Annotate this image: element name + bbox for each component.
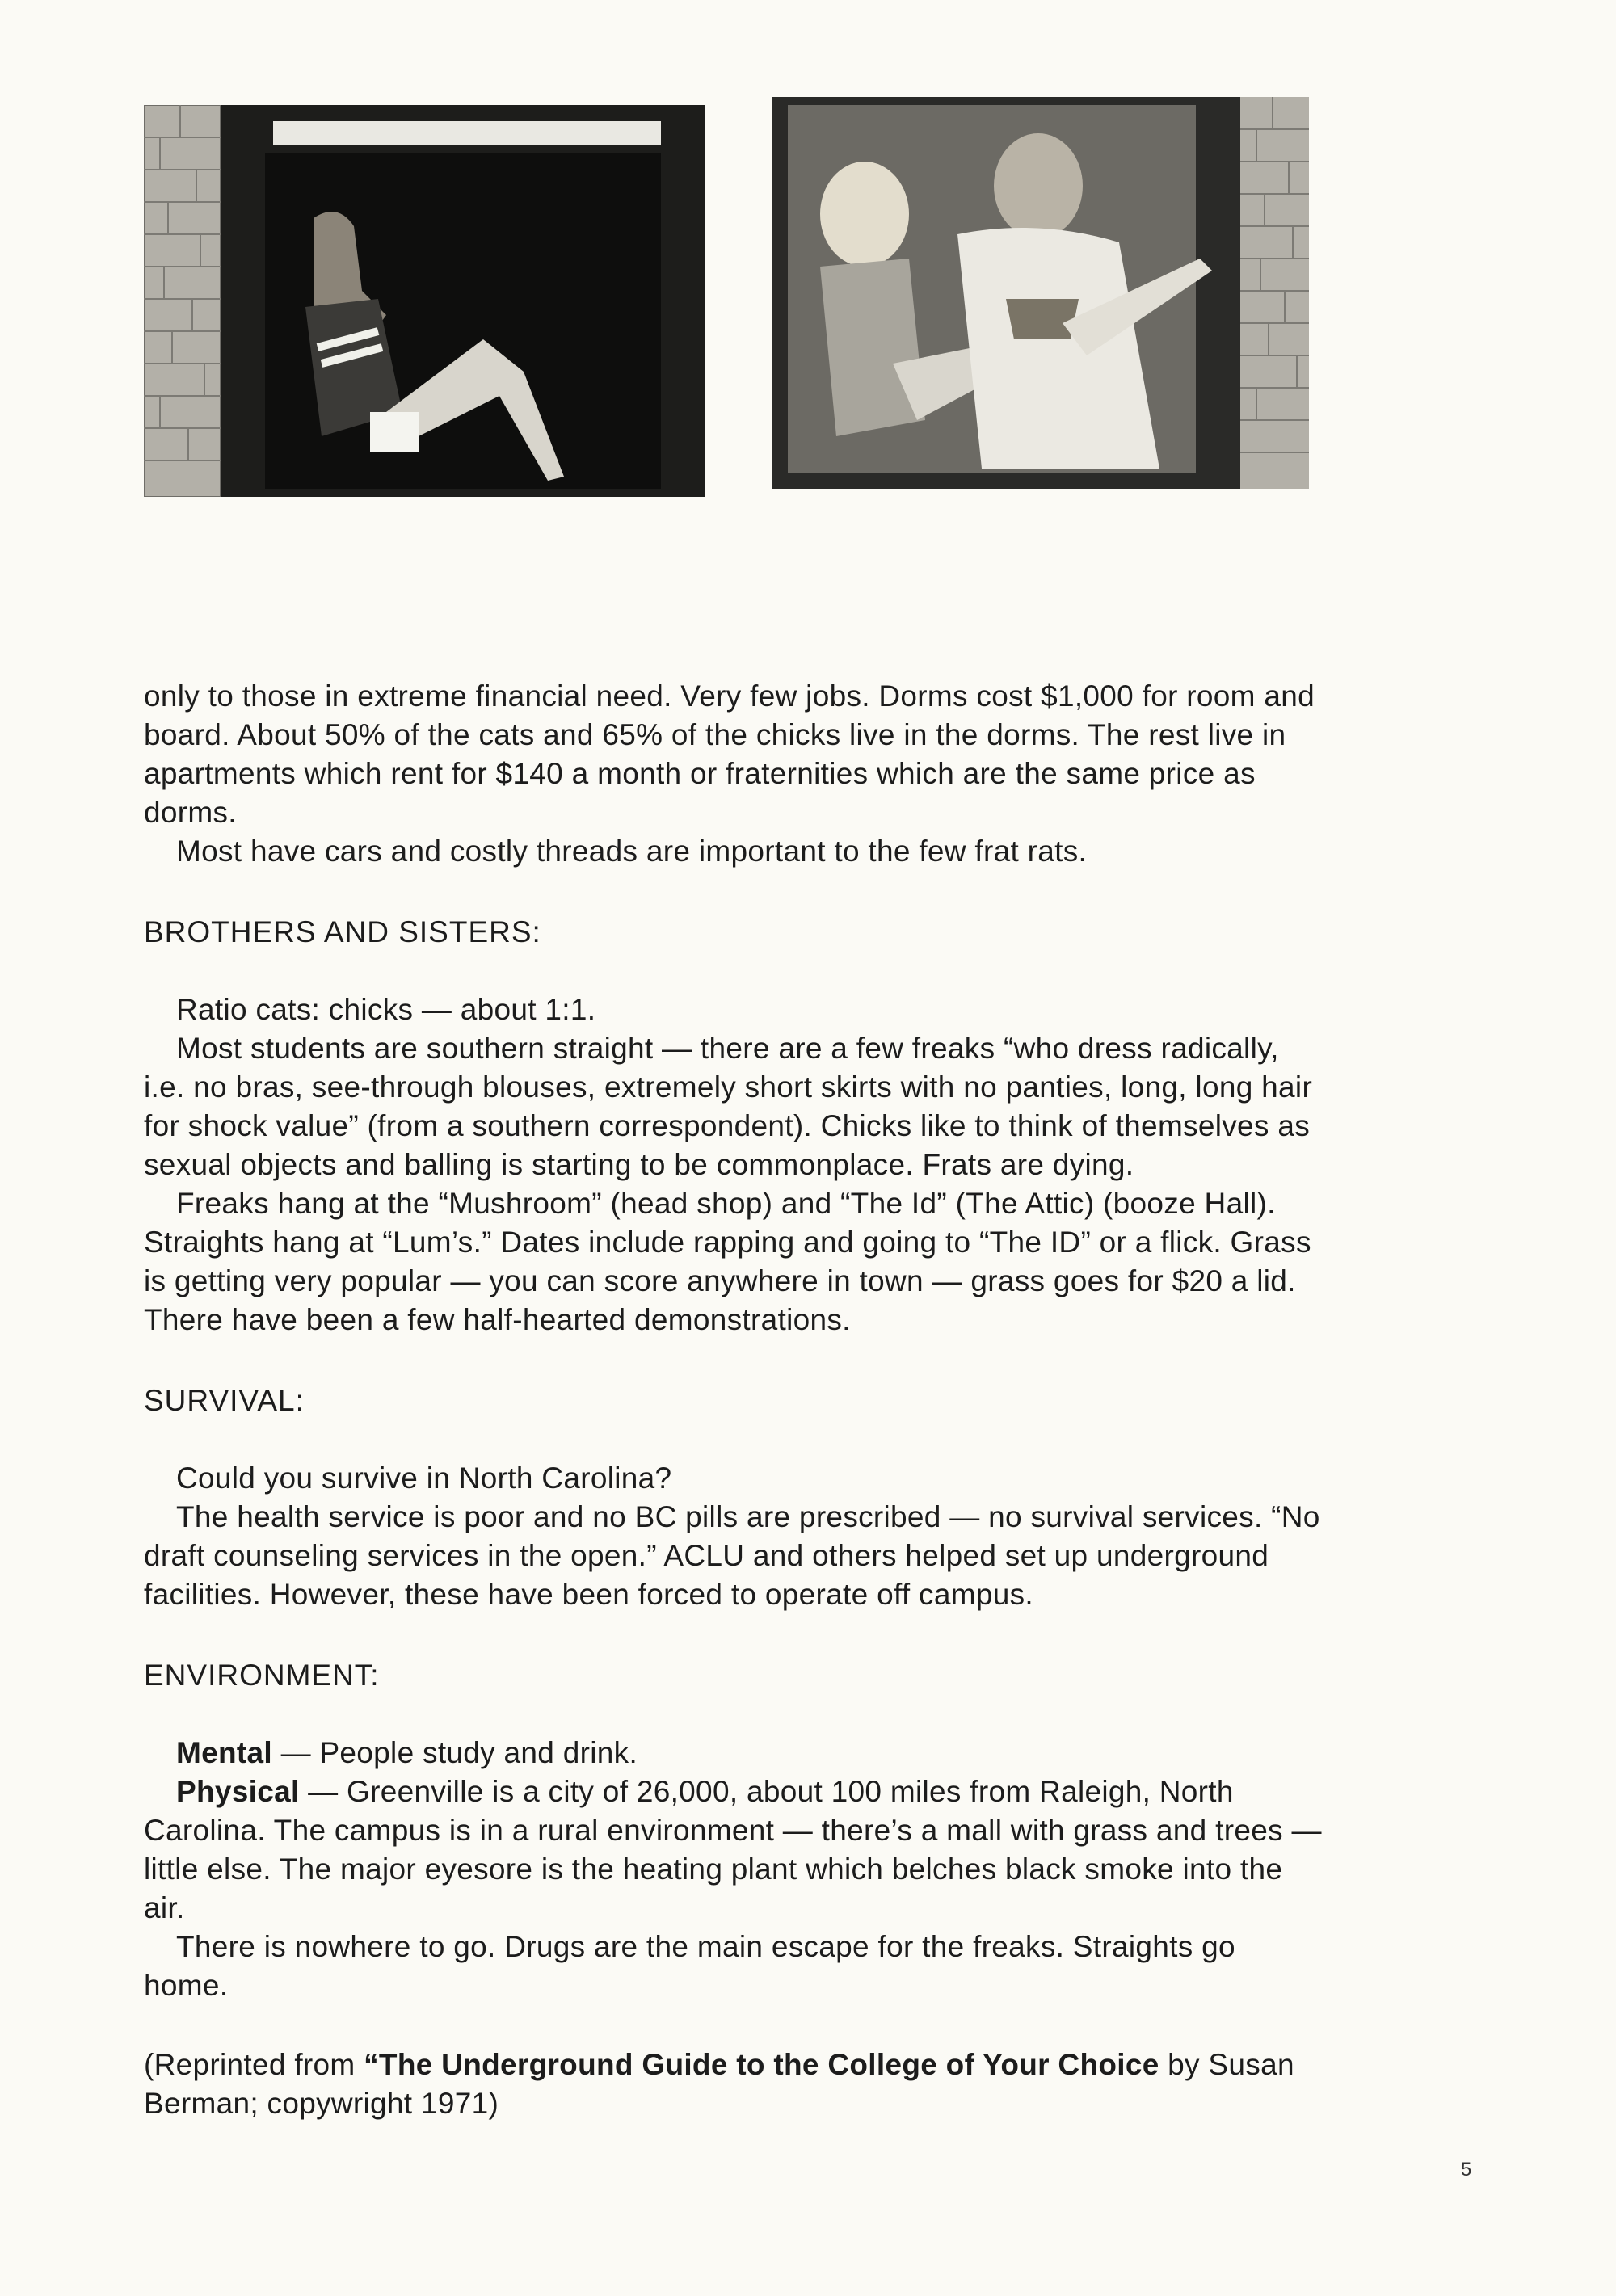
- heading-survival: SURVIVAL:: [144, 1384, 305, 1417]
- paragraph-cars: Most have cars and costly threads are important to the few frat rats.: [176, 835, 1088, 868]
- paragraph-ratio: Ratio cats: chicks — about 1:1.: [176, 993, 596, 1026]
- paragraph-hangouts: Freaks hang at the “Mushroom” (head shop) and “The Id” (The Attic) (booze Hall). Straights hang at “Lum’s.” Dates include rapping and going to “The ID” or a flick. Grass is getting very popular — you can score anywhere in town — grass goes for $20 a lid. There have been a few half-hearted demonstrations.: [144, 1187, 1311, 1336]
- paragraph-survive-question: Could you survive in North Carolina?: [176, 1461, 672, 1495]
- reprint-credit: [144, 2046, 1324, 2123]
- paragraph-health-service: The health service is poor and no BC pills are prescribed — no survival services. “No draft counseling services in the open.” ACLU and others helped set up underground facilities. However, these have been forced to operate off campus.: [144, 1500, 1320, 1611]
- mental-text: — People study and drink.: [271, 1736, 638, 1769]
- heading-environment: ENVIRONMENT:: [144, 1659, 380, 1692]
- credit-prefix: (Reprinted from: [144, 2048, 364, 2081]
- paragraph-physical: [144, 1772, 1324, 1928]
- article-body: [144, 677, 1324, 2123]
- photo-strip: [0, 0, 1616, 517]
- physical-text: — Greenville is a city of 26,000, about 100 miles from Raleigh, North Carolina. The campus is in a rural environment — there’s a mall with grass and trees — little else. The major eyesore is the heating plant which belches black smoke into the air.: [144, 1775, 1322, 1924]
- credit-book-title: “The Underground Guide to the College of Your Choice: [364, 2048, 1159, 2081]
- page-number: 5: [1461, 2159, 1472, 2180]
- paragraph-nowhere-to-go: There is nowhere to go. Drugs are the main escape for the freaks. Straights go home.: [144, 1930, 1235, 2002]
- paragraph-mental: [144, 1734, 1324, 1772]
- heading-brothers-and-sisters: BROTHERS AND SISTERS:: [144, 915, 541, 948]
- credit-suffix: by Susan Berman; copywright 1971): [144, 2048, 1294, 2120]
- paragraph-students: Most students are southern straight — there are a few freaks “who dress radically, i.e. no bras, see-through blouses, extremely short skirts with no panties, long, long hair for shock value” (from a southern correspondent). Chicks like to think of themselves as sexual objects and balling is starting to be commonplace. Frats are dying.: [144, 1032, 1313, 1181]
- physical-label: Physical: [176, 1775, 300, 1808]
- photo-window-left: [144, 105, 705, 497]
- mental-label: Mental: [176, 1736, 272, 1769]
- paragraph-finances: only to those in extreme financial need. Very few jobs. Dorms cost $1,000 for room and board. About 50% of the cats and 65% of the chicks live in the dorms. The rest live in apartments which rent for $140 a month or fraternities which are the same price as dorms.: [144, 679, 1315, 829]
- photo-window-right: [772, 97, 1309, 489]
